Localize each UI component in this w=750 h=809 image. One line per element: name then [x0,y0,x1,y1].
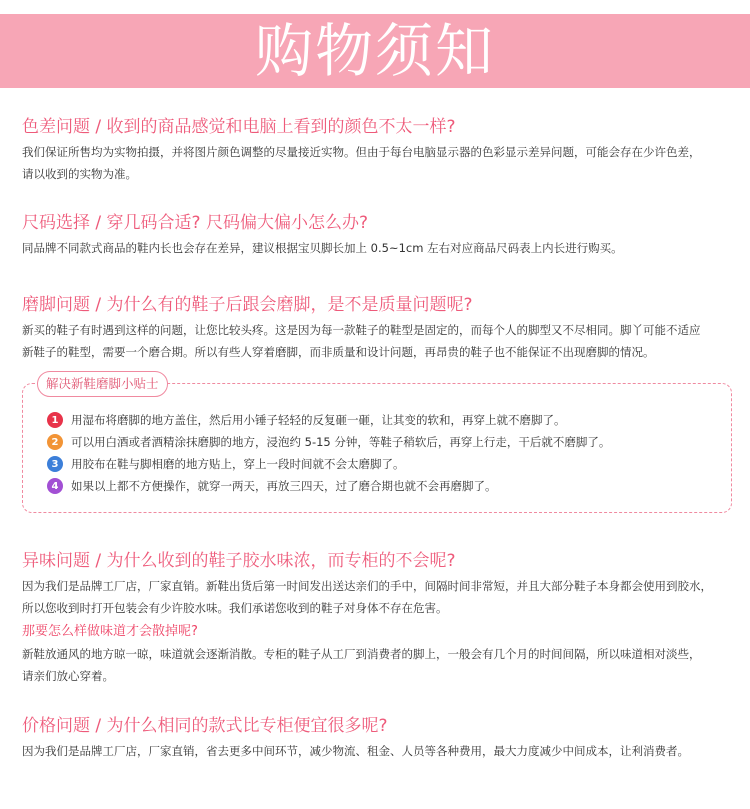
section-title: 价格问题 [22,716,90,736]
tip-item [47,454,405,474]
section-odor [22,546,734,687]
section-body [22,740,734,762]
section-subbody [22,643,734,687]
tip-number-badge: 4 [47,478,63,494]
tip-text: 如果以上都不方便操作，就穿一两天，再放三四天，过了磨合期也就不会再磨脚了。 [71,479,497,493]
body-line: 新买的鞋子有时遇到这样的问题，让您比较头疼。这是因为每一款鞋子的鞋型是固定的，而每个人的脚型又不尽相同。脚丫可能不适应 [22,323,701,337]
section-question: 为什么收到的鞋子胶水味浓，而专柜的不会呢? [106,551,456,571]
body-line: 新鞋子的鞋型，需要一个磨合期。所以有些人穿着磨脚，而非质量和设计问题，再昂贵的鞋子也不能保证不出现磨脚的情况。 [22,345,655,359]
section-body [22,575,734,619]
section-body [22,141,734,185]
section-title: 异味问题 [22,551,90,571]
section-title: 色差问题 [22,117,90,137]
body-line: 因为我们是品牌工厂店，厂家直销，省去更多中间环节，减少物流、租金、人员等各种费用，最大力度减少中间成本，让利消费者。 [22,744,689,758]
section-body [22,319,734,363]
section-question: 收到的商品感觉和电脑上看到的颜色不太一样? [106,117,456,137]
tip-item [47,432,610,452]
tip-text: 用湿布将磨脚的地方盖住，然后用小锤子轻轻的反复砸一砸，让其变的软和，再穿上就不磨脚了。 [71,413,566,427]
section-price [22,711,734,762]
tip-item [47,410,566,430]
section-heading: 价格问题 / 为什么相同的款式比专柜便宜很多呢? [22,716,388,736]
header-banner [0,14,750,88]
body-line: 同品牌不同款式商品的鞋内长也会存在差异，建议根据宝贝脚长加上 0.5~1cm 左右对应商品尺码表上内长进行购买。 [22,241,623,255]
section-color-difference [22,112,734,185]
section-subquestion: 那要怎么样做味道才会散掉呢? [22,624,198,639]
section-heading: 尺码选择 / 穿几码合适? 尺码偏大偏小怎么办? [22,213,368,233]
section-heading: 磨脚问题 / 为什么有的鞋子后跟会磨脚，是不是质量问题呢? [22,295,473,315]
body-line: 我们保证所售均为实物拍摄，并将图片颜色调整的尽量接近实物。但由于每台电脑显示器的色彩显示差异问题，可能会存在少许色差， [22,145,701,159]
tip-number-badge: 3 [47,456,63,472]
tip-number-badge: 1 [47,412,63,428]
page-title: 购物须知 [254,17,495,85]
section-title: 磨脚问题 [22,295,90,315]
tips-label: 解决新鞋磨脚小贴士 [37,371,168,397]
section-heading: 异味问题 / 为什么收到的鞋子胶水味浓，而专柜的不会呢? [22,551,456,571]
tip-text: 可以用白酒或者酒精涂抹磨脚的地方，浸泡约 5-15 分钟，等鞋子稍软后，再穿上行走，干后就不磨脚了。 [71,435,611,449]
section-heading: 色差问题 / 收到的商品感觉和电脑上看到的颜色不太一样? [22,117,456,137]
tip-number-badge: 2 [47,434,63,450]
section-size-selection [22,208,734,259]
section-body [22,237,734,259]
body-line: 新鞋放通风的地方晾一晾，味道就会逐渐消散。专柜的鞋子从工厂到消费者的脚上，一般会有几个月的时间间隔，所以味道相对淡些， [22,647,701,661]
section-question: 穿几码合适? 尺码偏大偏小怎么办? [106,213,368,233]
body-line: 请亲们放心穿着。 [22,669,114,683]
body-line: 请以收到的实物为准。 [22,167,137,181]
section-question: 为什么相同的款式比专柜便宜很多呢? [106,716,388,736]
section-foot-rubbing [22,290,734,363]
tips-box [22,376,732,513]
body-line: 因为我们是品牌工厂店，厂家直销。新鞋出货后第一时间发出送达亲们的手中，间隔时间非常短，并且大部分鞋子本身都会使用到胶水， [22,579,712,593]
section-title: 尺码选择 [22,213,90,233]
section-question: 为什么有的鞋子后跟会磨脚，是不是质量问题呢? [106,295,473,315]
body-line: 所以您收到时打开包装会有少许胶水味。我们承诺您收到的鞋子对身体不存在危害。 [22,601,448,615]
tip-item [47,476,497,496]
tip-text: 用胶布在鞋与脚相磨的地方贴上，穿上一段时间就不会太磨脚了。 [71,457,405,471]
